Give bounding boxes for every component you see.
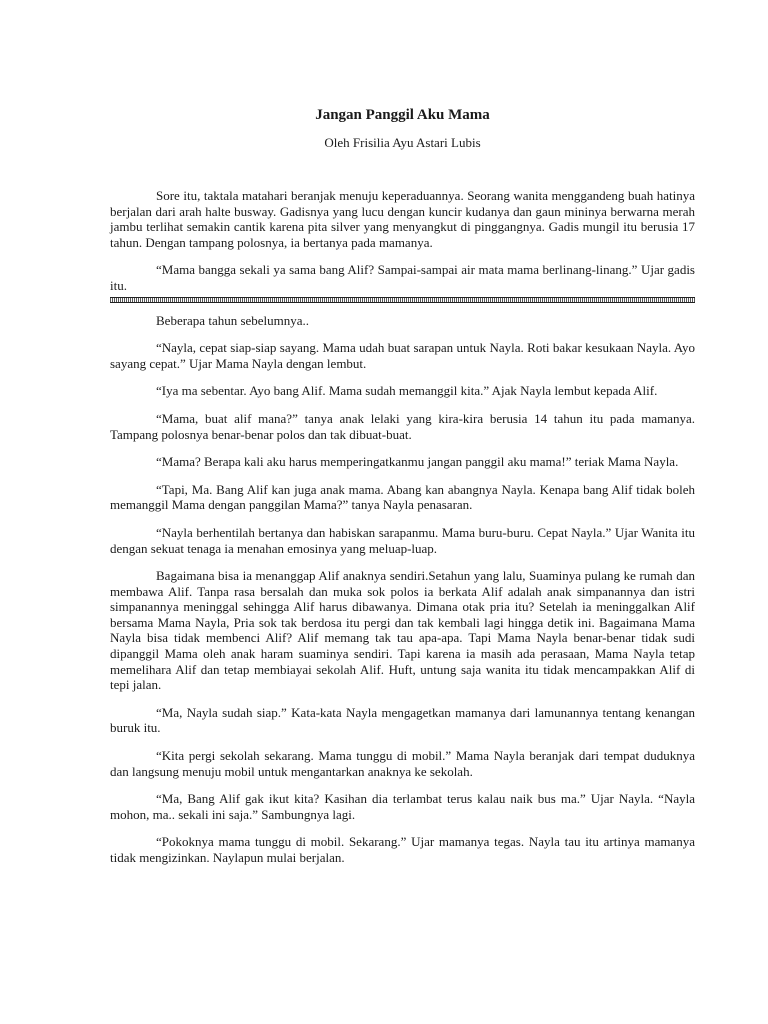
paragraph: “Mama bangga sekali ya sama bang Alif? Sampai-sampai air mata mama berlinang-linang.” Ujar gadis itu. xyxy=(110,262,695,293)
paragraph: “Iya ma sebentar. Ayo bang Alif. Mama sudah memanggil kita.” Ajak Nayla lembut kepada Alif. xyxy=(156,383,658,399)
paragraph: Beberapa tahun sebelumnya.. xyxy=(156,312,310,328)
paragraph: Sore itu, taktala matahari beranjak menuju keperaduannya. Seorang wanita menggandeng buah hatinya berjalan dari arah halte busway. Gadisnya yang lucu dengan kuncir kudanya dan gaun mininya berwarna merah jambu terlihat semakin cantik karena pita silver yang menyangkut di pinggangnya. Gadis mungil itu berusia 17 tahun. Dengan tampang polosnya, ia bertanya pada mamanya. xyxy=(110,188,695,250)
paragraph: “Tapi, Ma. Bang Alif kan juga anak mama. Abang kan abangnya Nayla. Kenapa bang Alif tidak boleh memanggil Mama dengan panggilan Mama?” tanya Nayla penasaran. xyxy=(110,481,695,513)
paragraph: “Pokoknya mama tunggu di mobil. Sekarang.” Ujar mamanya tegas. Nayla tau itu artinya mamanya tidak mengizinkan. Naylapun mulai berjalan. xyxy=(110,834,695,865)
story-body xyxy=(110,188,695,866)
author-byline: Oleh Frisilia Ayu Astari Lubis xyxy=(324,135,481,150)
paragraph: “Ma, Nayla sudah siap.” Kata-kata Nayla mengagetkan mamanya dari lamunannya tentang kenangan buruk itu. xyxy=(110,704,695,736)
paragraph: “Ma, Bang Alif gak ikut kita? Kasihan dia terlambat terus kalau naik bus ma.” Ujar Nayla. “Nayla mohon, ma.. sekali ini saja.” Sambungnya lagi. xyxy=(110,791,695,822)
paragraph: “Nayla berhentilah bertanya dan habiskan sarapanmu. Mama buru-buru. Cepat Nayla.” Ujar Wanita itu dengan sekuat tenaga ia menahan emosinya yang meluap-luap. xyxy=(110,524,695,556)
paragraph: “Nayla, cepat siap-siap sayang. Mama udah buat sarapan untuk Nayla. Roti bakar kesukaan Nayla. Ayo sayang cepat.” Ujar Mama Nayla dengan lembut. xyxy=(110,340,695,371)
paragraph: Bagaimana bisa ia menanggap Alif anaknya sendiri.Setahun yang lalu, Suaminya pulang ke rumah dan membawa Alif. Tanpa rasa bersalah dan muka sok polos ia berkata Alif adalah anak simpanannya dan istri simpanannya meninggal sehingga Alif harus dibawanya. Dimana otak pria itu? Setelah ia meninggalkan Alif bersama Mama Nayla, Pria sok tak berdosa itu pergi dan tak kembali lagi hingga detik ini. Bagaimana Mama Nayla bisa tidak membenci Alif? Alif memang tak tau apa-apa. Tapi Mama Nayla benar-benar tidak sudi dipanggil Mama oleh anak haram suaminya sendiri. Tapi karena ia masih ada perasaan, Mama Nayla tetap memelihara Alif dan tetap membiayai sekolah Alif. Huft, untung saja wanita itu tidak mencampakkan Alif di tepi jalan. xyxy=(110,568,695,693)
document-page xyxy=(110,100,695,878)
paragraph: “Mama, buat alif mana?” tanya anak lelaki yang kira-kira berusia 14 tahun itu pada mamanya. Tampang polosnya benar-benar polos dan tak dibuat-buat. xyxy=(110,410,695,442)
document-title: Jangan Panggil Aku Mama xyxy=(315,107,490,123)
paragraph: “Kita pergi sekolah sekarang. Mama tunggu di mobil.” Mama Nayla beranjak dari tempat duduknya dan langsung menuju mobil untuk mengantarkan anaknya ke sekolah. xyxy=(110,748,695,779)
section-divider xyxy=(110,297,695,303)
paragraph: “Mama? Berapa kali aku harus memperingatkanmu jangan panggil aku mama!” teriak Mama Nayla. xyxy=(156,454,679,470)
